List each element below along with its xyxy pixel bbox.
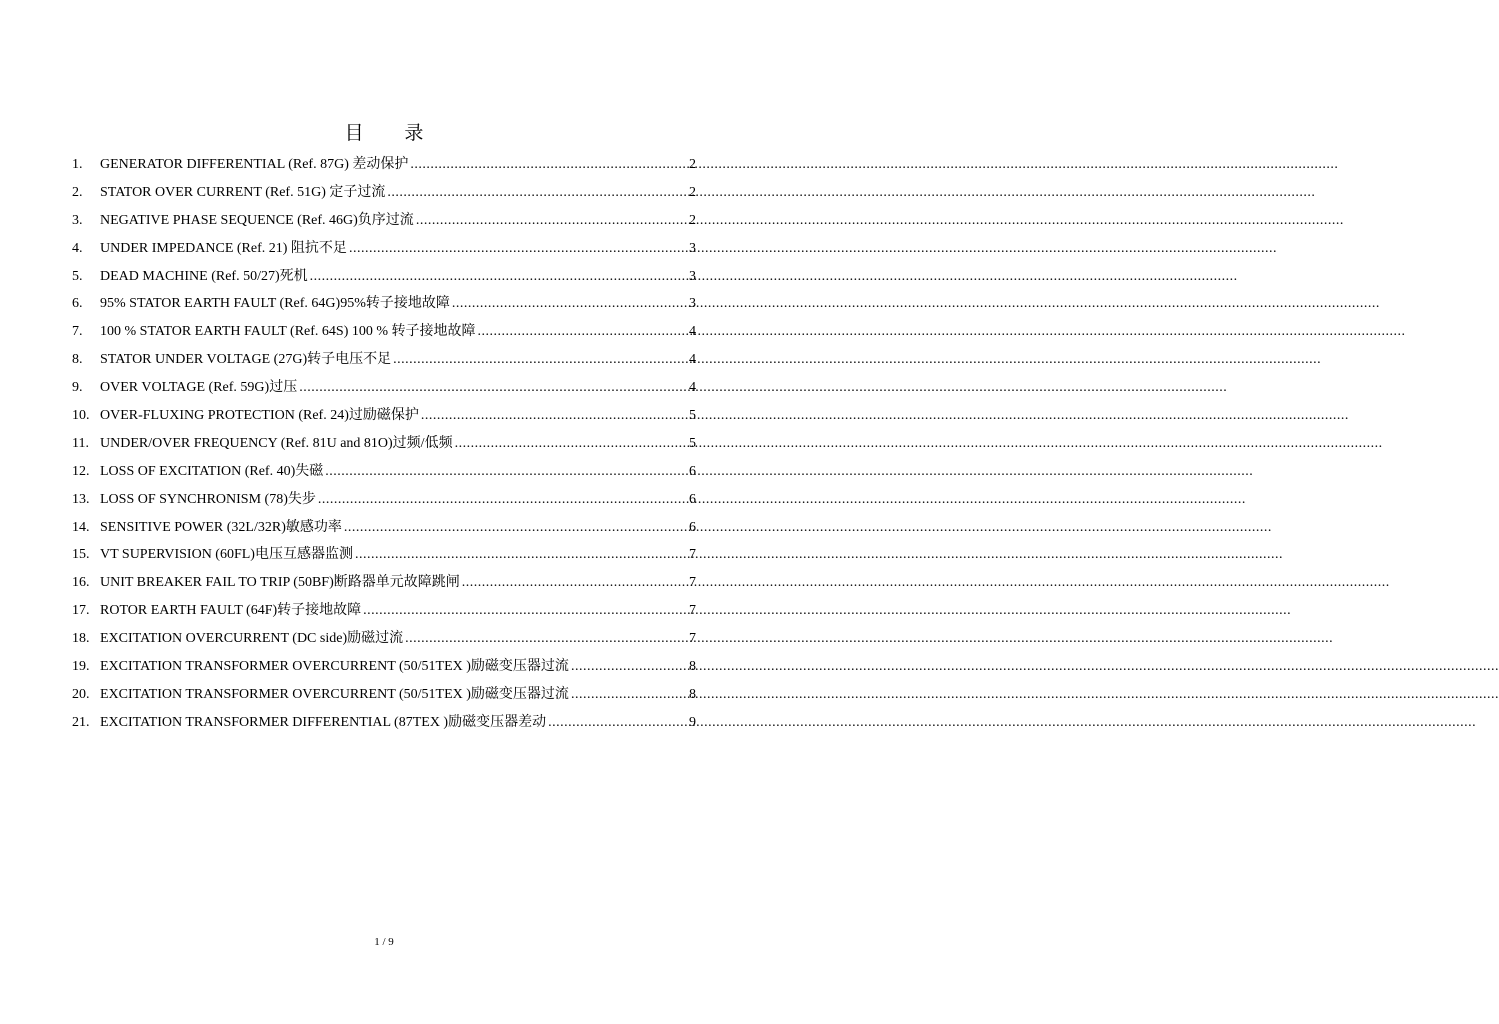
toc-leader-dots bbox=[342, 514, 689, 542]
toc-leader-dots bbox=[476, 318, 689, 346]
toc-entry-page: 6 bbox=[689, 463, 696, 479]
toc-entry-page: 6 bbox=[689, 519, 696, 535]
toc-entry-title: EXCITATION TRANSFORMER DIFFERENTIAL (87TEX )励磁变压器差动 bbox=[100, 714, 547, 730]
toc-entry-number: 15. bbox=[72, 547, 90, 563]
toc-leader-dots bbox=[353, 541, 689, 569]
toc-entry-title: VT SUPERVISION (60FL)电压互感器监测 bbox=[100, 547, 353, 563]
toc-entry-title: DEAD MACHINE (Ref. 50/27)死机 bbox=[100, 268, 308, 284]
toc-leader-dots bbox=[569, 681, 689, 709]
toc-entry[interactable] bbox=[72, 346, 696, 374]
toc-entry-number: 20. bbox=[72, 686, 90, 702]
toc-entry[interactable] bbox=[72, 486, 696, 514]
toc-entry-title: SENSITIVE POWER (32L/32R)敏感功率 bbox=[100, 519, 342, 535]
toc-entry[interactable] bbox=[72, 290, 696, 318]
toc-entry-page: 5 bbox=[689, 408, 696, 424]
toc-entry-number: 5. bbox=[72, 268, 83, 284]
toc-entry-title: EXCITATION OVERCURRENT (DC side)励磁过流 bbox=[100, 631, 404, 647]
toc-leader-dots bbox=[308, 263, 689, 291]
toc-entry[interactable] bbox=[72, 653, 696, 681]
toc-entry[interactable] bbox=[72, 681, 696, 709]
toc-leader-dots bbox=[569, 653, 689, 681]
toc-entry[interactable] bbox=[72, 709, 696, 737]
toc-entry-number: 9. bbox=[72, 380, 83, 396]
toc-entry-page: 7 bbox=[689, 631, 696, 647]
toc-entry-title: LOSS OF EXCITATION (Ref. 40)失磁 bbox=[100, 463, 324, 479]
toc-entry-number: 18. bbox=[72, 631, 90, 647]
toc-entry[interactable] bbox=[72, 263, 696, 291]
toc-entry[interactable] bbox=[72, 430, 696, 458]
toc-entry-page: 2 bbox=[689, 212, 696, 228]
toc-entry[interactable] bbox=[72, 151, 696, 179]
toc-entry-number: 11. bbox=[72, 435, 89, 451]
toc-entry-number: 13. bbox=[72, 491, 90, 507]
toc-entry-number: 12. bbox=[72, 463, 90, 479]
toc-leader-dots bbox=[419, 402, 689, 430]
toc-entry[interactable] bbox=[72, 569, 696, 597]
toc-entry-title: EXCITATION TRANSFORMER OVERCURRENT (50/51TEX )励磁变压器过流 bbox=[100, 659, 569, 675]
toc-entry-page: 3 bbox=[689, 296, 696, 312]
toc-entry-title: NEGATIVE PHASE SEQUENCE (Ref. 46G)负序过流 bbox=[100, 212, 414, 228]
toc-leader-dots bbox=[361, 597, 689, 625]
toc-entry-number: 7. bbox=[72, 324, 83, 340]
toc-entry-title: OVER VOLTAGE (Ref. 59G)过压 bbox=[100, 380, 298, 396]
toc-entry-number: 16. bbox=[72, 575, 90, 591]
toc-leader-dots bbox=[450, 290, 689, 318]
toc-entry[interactable] bbox=[72, 541, 696, 569]
toc-entry-title: UNDER IMPEDANCE (Ref. 21) 阻抗不足 bbox=[100, 240, 347, 256]
toc-entry-number: 2. bbox=[72, 184, 83, 200]
toc-entry[interactable] bbox=[72, 514, 696, 542]
toc-list bbox=[72, 151, 696, 737]
toc-leader-dots bbox=[391, 346, 689, 374]
toc-entry-number: 6. bbox=[72, 296, 83, 312]
toc-entry-number: 14. bbox=[72, 519, 90, 535]
toc-entry-page: 9 bbox=[689, 714, 696, 730]
toc-entry-title: UNDER/OVER FREQUENCY (Ref. 81U and 81O)过频/低频 bbox=[100, 435, 453, 451]
toc-entry[interactable] bbox=[72, 235, 696, 263]
toc-entry-title: STATOR OVER CURRENT (Ref. 51G) 定子过流 bbox=[100, 184, 386, 200]
toc-entry-page: 7 bbox=[689, 603, 696, 619]
toc-title: 目 录 bbox=[344, 123, 442, 144]
toc-entry-title: ROTOR EARTH FAULT (64F)转子接地故障 bbox=[100, 603, 362, 619]
toc-leader-dots bbox=[385, 179, 689, 207]
toc-leader-dots bbox=[323, 458, 689, 486]
toc-entry-number: 1. bbox=[72, 157, 83, 172]
toc-entry[interactable] bbox=[72, 207, 696, 235]
toc-leader-dots bbox=[460, 569, 689, 597]
page-number-footer: 1 / 9 bbox=[374, 936, 394, 948]
toc-leader-dots bbox=[403, 625, 689, 653]
toc-entry-page: 6 bbox=[689, 491, 696, 507]
toc-leader-dots bbox=[414, 207, 689, 235]
toc-leader-dots bbox=[546, 709, 689, 737]
toc-entry[interactable] bbox=[72, 374, 696, 402]
toc-entry[interactable] bbox=[72, 402, 696, 430]
toc-entry-title: 95% STATOR EARTH FAULT (Ref. 64G)95%转子接地故障 bbox=[100, 296, 450, 312]
toc-entry-number: 8. bbox=[72, 352, 83, 368]
toc-entry[interactable] bbox=[72, 458, 696, 486]
toc-entry-page: 8 bbox=[689, 686, 696, 702]
toc-entry-title: 100 % STATOR EARTH FAULT (Ref. 64S) 100 % 转子接地故障 bbox=[100, 324, 476, 340]
toc-entry-page: 4 bbox=[689, 380, 696, 396]
toc-entry-number: 3. bbox=[72, 212, 83, 228]
toc-entry-page: 4 bbox=[689, 324, 696, 340]
toc-entry-number: 21. bbox=[72, 714, 90, 730]
toc-entry-page: 2 bbox=[689, 184, 696, 200]
toc-entry[interactable] bbox=[72, 318, 696, 346]
toc-leader-dots bbox=[453, 430, 689, 458]
toc-entry-title: GENERATOR DIFFERENTIAL (Ref. 87G) 差动保护 bbox=[100, 157, 409, 172]
toc-leader-dots bbox=[316, 486, 689, 514]
toc-entry-title: EXCITATION TRANSFORMER OVERCURRENT (50/51TEX )励磁变压器过流 bbox=[100, 686, 569, 702]
toc-entry-number: 17. bbox=[72, 603, 90, 619]
toc-entry-number: 19. bbox=[72, 659, 90, 675]
toc-entry-page: 7 bbox=[689, 575, 696, 591]
toc-entry-page: 8 bbox=[689, 659, 696, 675]
toc-entry-title: OVER-FLUXING PROTECTION (Ref. 24)过励磁保护 bbox=[100, 408, 419, 424]
toc-leader-dots bbox=[347, 235, 689, 263]
toc-entry[interactable] bbox=[72, 597, 696, 625]
toc-entry-page: 7 bbox=[689, 547, 696, 563]
toc-entry-number: 10. bbox=[72, 408, 90, 424]
toc-entry-page: 4 bbox=[689, 352, 696, 368]
toc-leader-dots bbox=[408, 151, 689, 179]
toc-entry-page: 3 bbox=[689, 240, 696, 256]
toc-entry-page: 3 bbox=[689, 268, 696, 284]
toc-entry[interactable] bbox=[72, 179, 696, 207]
toc-entry[interactable] bbox=[72, 625, 696, 653]
toc-entry-title: UNIT BREAKER FAIL TO TRIP (50BF)断路器单元故障跳闸 bbox=[100, 575, 460, 591]
toc-entry-page: 2 bbox=[689, 157, 696, 172]
toc-entry-title: LOSS OF SYNCHRONISM (78)失步 bbox=[100, 491, 316, 507]
toc-entry-title: STATOR UNDER VOLTAGE (27G)转子电压不足 bbox=[100, 352, 392, 368]
toc-entry-number: 4. bbox=[72, 240, 83, 256]
toc-leader-dots bbox=[297, 374, 689, 402]
toc-entry-page: 5 bbox=[689, 435, 696, 451]
